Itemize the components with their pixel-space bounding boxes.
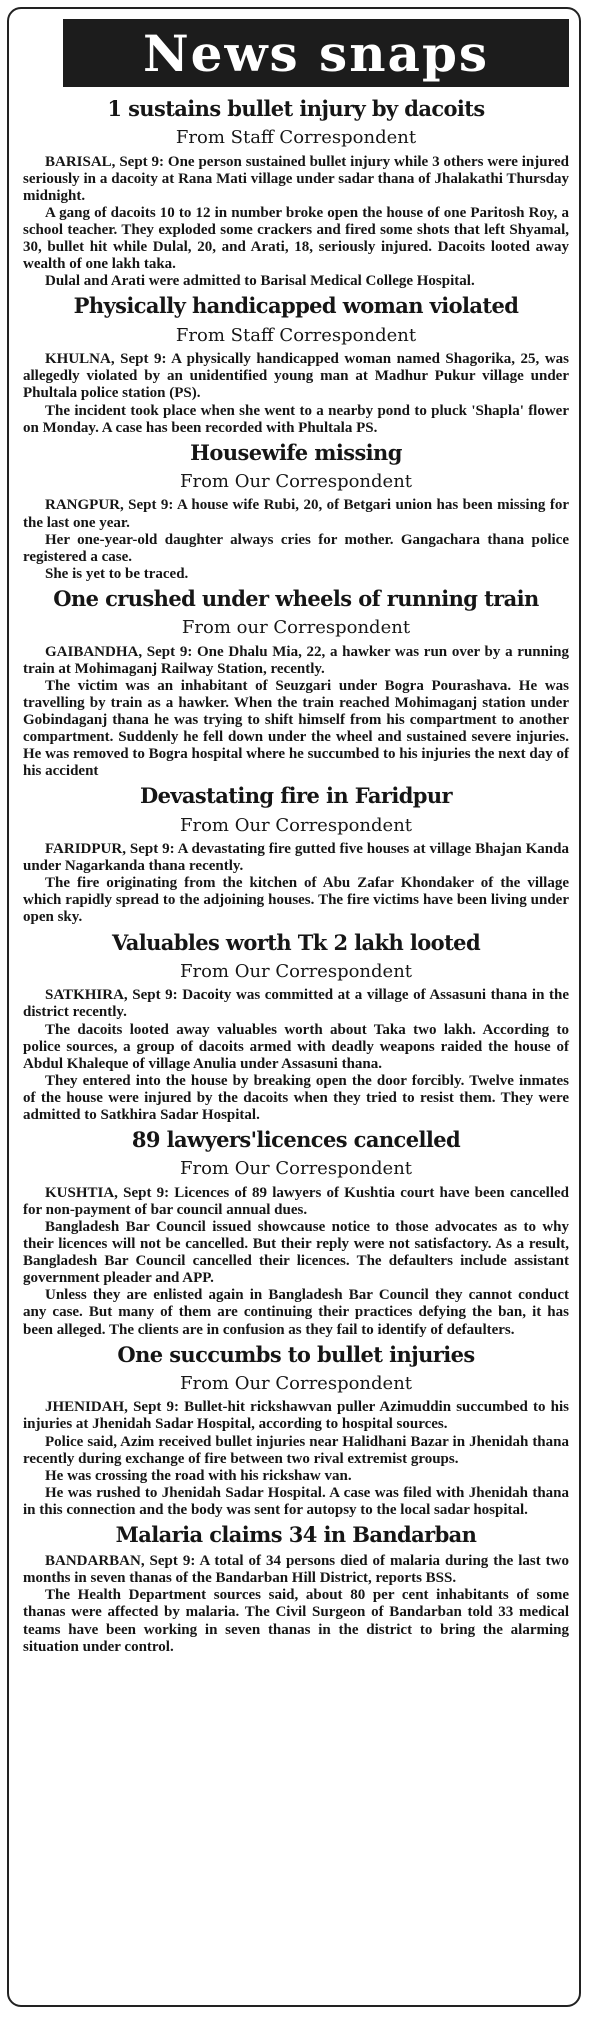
news-story [23, 587, 569, 780]
story-lead-paragraph: BARISAL, Sept 9: One person sustained bullet injury while 3 others were injured seriously in a dacoity at Rana Mati village under sadar thana of Jhalakathi Thursday midnight. [23, 153, 569, 204]
news-story [23, 441, 569, 583]
story-paragraph: A gang of dacoits 10 to 12 in number broke open the house of one Paritosh Roy, a school teacher. They exploded some crackers and fired some shots that left Shyamal, 30, bullet hit while Dulal, 20, and Arati, 18, seriously injured. Dacoits looted away wealth of one lakh taka. [23, 205, 569, 273]
story-byline: From Our Correspondent [179, 814, 413, 836]
story-lead-paragraph: FARIDPUR, Sept 9: A devastating fire gutted five houses at village Bhajan Kanda under Nagarkanda thana recently. [23, 841, 569, 875]
story-byline: From Staff Correspondent [175, 127, 417, 149]
news-story [23, 294, 569, 436]
story-headline: 89 lawyers'licences cancelled [131, 1127, 461, 1153]
story-headline: Valuables worth Tk 2 lakh looted [111, 929, 481, 955]
story-paragraph: Police said, Azim received bullet injuries near Halidhani Bazar in Jhenidah thana recently during exchange of fire between two rival extremist groups. [23, 1433, 569, 1467]
story-paragraph: The fire originating from the kitchen of Abu Zafar Khondaker of the village which rapidly spread to the adjoining houses. The fire victims have been living under open sky. [23, 875, 569, 926]
story-paragraph: He was crossing the road with his rickshaw van. [45, 1467, 352, 1484]
news-story [23, 931, 569, 1124]
story-lead-paragraph: BANDARBAN, Sept 9: A total of 34 persons died of malaria during the last two months in seven thanas of the Bandarban Hill District, reports BSS. [23, 1553, 569, 1587]
news-clipping [7, 7, 581, 2007]
story-paragraph: The victim was an inhabitant of Seuzgari under Bogra Pourashava. He was travelling by train as a hawker. When the train reached Mohimaganj station under Gobindaganj thana he was trying to shift himself from his compartment to another compartment. Suddenly he fell down under the wheel and sustained severe injuries. He was removed to Bogra hospital where he succumbed to his injuries the next day of his accident [23, 677, 569, 780]
story-lead-paragraph: KHULNA, Sept 9: A physically handicapped woman named Shagorika, 25, was allegedly violated by an unidentified young man at Madhur Pukur village under Phultala police station (PS). [23, 351, 569, 402]
news-story [23, 97, 569, 290]
story-lead-paragraph: GAIBANDHA, Sept 9: One Dhalu Mia, 22, a hawker was run over by a running train at Mohimaganj Railway Station, recently. [23, 643, 569, 677]
story-paragraph: The dacoits looted away valuables worth about Taka two lakh. According to police sources, a group of dacoits armed with deadly weapons raided the house of Abdul Khaleque of village Anulia under Assasuni thana. [23, 1021, 569, 1072]
story-headline: 1 sustains bullet injury by dacoits [107, 96, 485, 121]
story-lead-paragraph: RANGPUR, Sept 9: A house wife Rubi, 20, of Betgari union has been missing for the last one year. [23, 497, 569, 531]
story-paragraph: He was rushed to Jhenidah Sadar Hospital. A case was filed with Jhenidah thana in this connection and the body was sent for autopsy to the local sadar hospital. [23, 1484, 569, 1518]
story-lead-paragraph: JHENIDAH, Sept 9: Bullet-hit rickshawvan puller Azimuddin succumbed to his injuries at Jhenidah Sadar Hospital, according to hospital sources. [23, 1399, 569, 1433]
story-paragraph: The Health Department sources said, about 80 per cent inhabitants of some thanas were affected by malaria. The Civil Surgeon of Bandarban told 33 medical teams have been working in seven thanas in the district to bring the alarming situation under control. [23, 1587, 569, 1655]
story-byline: From Our Correspondent [179, 470, 413, 492]
news-story [23, 1343, 569, 1519]
story-byline: From Our Correspondent [179, 1372, 413, 1394]
news-story [23, 1523, 569, 1656]
story-paragraph: Dulal and Arati were admitted to Barisal Medical College Hospital. [45, 273, 475, 290]
story-paragraph: The incident took place when she went to a nearby pond to pluck 'Shapla' flower on Monday. A case has been recorded with Phultala PS. [23, 402, 569, 436]
story-headline: One crushed under wheels of running train [53, 585, 539, 611]
story-byline: From our Correspondent [181, 617, 411, 639]
story-headline: One succumbs to bullet injuries [117, 1341, 475, 1367]
story-list [23, 97, 569, 1656]
story-lead-paragraph: SATKHIRA, Sept 9: Dacoity was committed at a village of Assasuni thana in the district recently. [23, 987, 569, 1021]
news-story [23, 1128, 569, 1339]
story-headline: Devastating fire in Faridpur [139, 783, 453, 809]
story-headline: Housewife missing [190, 439, 402, 465]
story-headline: Malaria claims 34 in Bandarban [115, 1522, 477, 1548]
story-paragraph: Bangladesh Bar Council issued showcause notice to those advocates as to why their licences will not be cancelled. But their reply were not satisfactory. As a result, Bangladesh Bar Council cancelled their licences. The defaulters include assistant government pleader and APP. [23, 1218, 569, 1287]
story-paragraph: They entered into the house by breaking open the door forcibly. Twelve inmates of the house were injured by the dacoits when they tried to resist them. They were admitted to Satkhira Sadar Hospital. [23, 1072, 569, 1123]
story-byline: From Our Correspondent [179, 1158, 413, 1180]
story-byline: From Staff Correspondent [175, 324, 417, 346]
section-banner: News snaps [63, 19, 569, 87]
story-lead-paragraph: KUSHTIA, Sept 9: Licences of 89 lawyers of Kushtia court have been cancelled for non-payment of bar council annual dues. [23, 1184, 569, 1218]
story-byline: From Our Correspondent [179, 960, 413, 982]
story-paragraph: Her one-year-old daughter always cries for mother. Gangachara thana police registered a case. [23, 531, 569, 565]
story-headline: Physically handicapped woman violated [73, 293, 519, 319]
story-paragraph: She is yet to be traced. [45, 565, 189, 582]
news-story [23, 784, 569, 926]
story-paragraph: Unless they are enlisted again in Bangladesh Bar Council they cannot conduct any case. But many of them are continuing their practices defying the ban, it has been alleged. The clients are in confusion as they fail to identify of defaulters. [23, 1287, 569, 1338]
